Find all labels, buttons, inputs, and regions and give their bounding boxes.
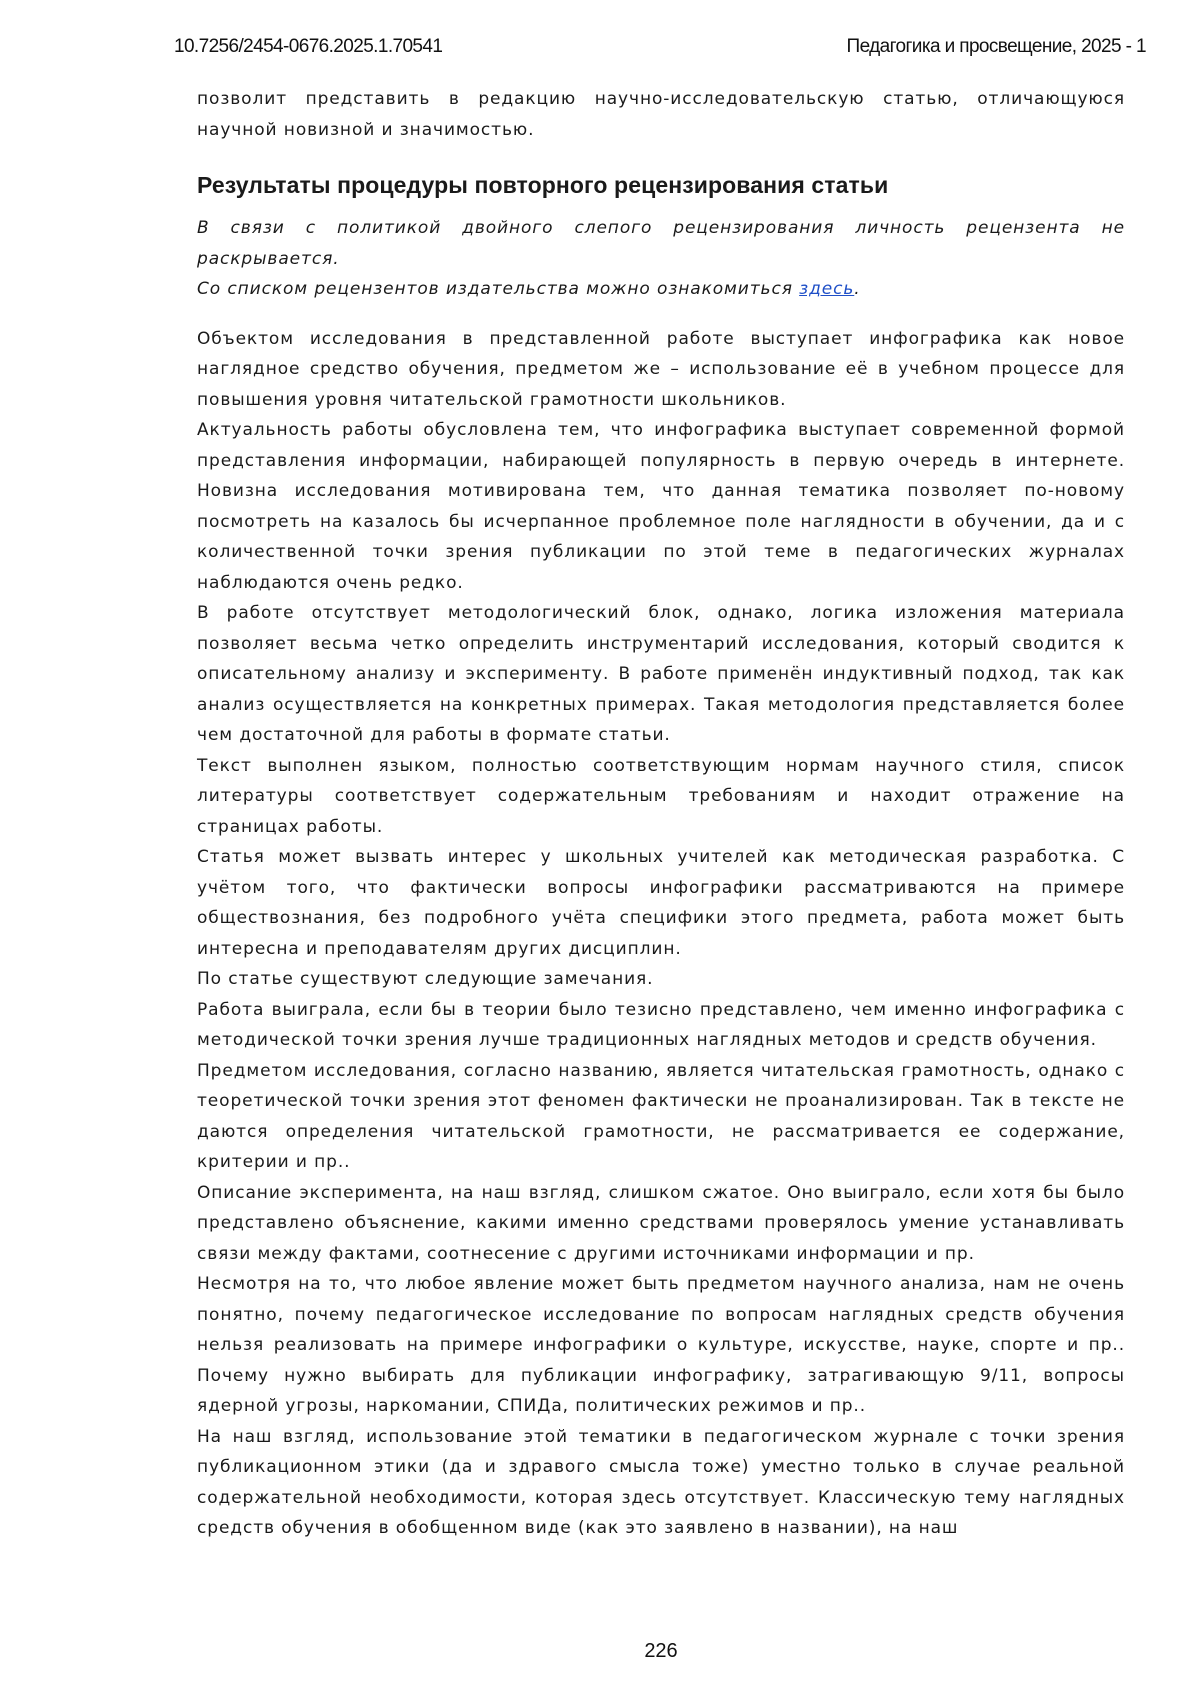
review-body bbox=[197, 324, 1125, 1544]
paragraph: Работа выиграла, если бы в теории было тезисно представлено, чем именно инфографика с методической точки зрения лучше традиционных наглядных методов и средств обучения. bbox=[197, 995, 1125, 1056]
running-header bbox=[174, 36, 1146, 58]
intro-fragment: позволит представить в редакцию научно-исследовательскую статью, отличающуюся научной новизной и значимостью. bbox=[197, 84, 1125, 145]
journal-issue-label: Педагогика и просвещение, 2025 - 1 bbox=[847, 36, 1146, 58]
review-note-policy: В связи с политикой двойного слепого рецензирования личность рецензента не раскрывается. bbox=[197, 213, 1125, 274]
paragraph: Текст выполнен языком, полностью соответствующим нормам научного стиля, список литературы соответствует содержательным требованиям и находит отражение на страницах работы. bbox=[197, 751, 1125, 843]
paragraph: По статье существуют следующие замечания. bbox=[197, 964, 1125, 995]
paragraph: Предметом исследования, согласно названию, является читательская грамотность, однако с теоретической точки зрения этот феномен фактически не проанализирован. Так в тексте не даются определения читательской грамотности, не рассматривается ее содержание, критерии и пр.. bbox=[197, 1056, 1125, 1178]
page-content bbox=[197, 84, 1125, 1544]
paragraph: Описание эксперимента, на наш взгляд, слишком сжатое. Оно выиграло, если хотя бы было представлено объяснение, какими именно средствами проверялось умение устанавливать связи между фактами, соотнесение с другими источниками информации и пр. bbox=[197, 1178, 1125, 1270]
review-note-prefix: Со списком рецензентов издательства можно ознакомиться bbox=[197, 279, 799, 299]
page-number: 226 bbox=[0, 1640, 1200, 1663]
section-title: Результаты процедуры повторного рецензирования статьи bbox=[197, 170, 1125, 200]
paragraph: Объектом исследования в представленной работе выступает инфографика как новое наглядное средство обучения, предметом же – использование её в учебном процессе для повышения уровня читательской грамотности школьников. bbox=[197, 324, 1125, 416]
reviewers-link[interactable]: здесь bbox=[799, 279, 854, 299]
paragraph: Несмотря на то, что любое явление может быть предметом научного анализа, нам не очень понятно, почему педагогическое исследование по вопросам наглядных средств обучения нельзя реализовать на примере инфографики о культуре, искусстве, науке, спорте и пр.. Почему нужно выбирать для публикации инфографику, затрагивающую 9/11, вопросы ядерной угрозы, наркомании, СПИДа, политических режимов и пр.. bbox=[197, 1269, 1125, 1422]
paragraph: В работе отсутствует методологический блок, однако, логика изложения материала позволяет весьма четко определить инструментарий исследования, который сводится к описательному анализу и эксперименту. В работе применён индуктивный подход, так как анализ осуществляется на конкретных примерах. Такая методология представляется более чем достаточной для работы в формате статьи. bbox=[197, 598, 1125, 751]
doi-label: 10.7256/2454-0676.2025.1.70541 bbox=[174, 36, 442, 58]
review-note-reviewers bbox=[197, 274, 1125, 305]
review-note-suffix: . bbox=[854, 279, 860, 299]
paragraph: На наш взгляд, использование этой тематики в педагогическом журнале с точки зрения публикационном этики (да и здравого смысла тоже) уместно только в случае реальной содержательной необходимости, которая здесь отсутствует. Классическую тему наглядных средств обучения в обобщенном виде (как это заявлено в названии), на наш bbox=[197, 1422, 1125, 1544]
review-note bbox=[197, 213, 1125, 305]
paragraph: Актуальность работы обусловлена тем, что инфографика выступает современной формой представления информации, набирающей популярность в первую очередь в интернете. Новизна исследования мотивирована тем, что данная тематика позволяет по-новому посмотреть на казалось бы исчерпанное проблемное поле наглядности в обучении, да и с количественной точки зрения публикации по этой теме в педагогических журналах наблюдаются очень редко. bbox=[197, 415, 1125, 598]
paragraph: Статья может вызвать интерес у школьных учителей как методическая разработка. С учётом того, что фактически вопросы инфографики рассматриваются на примере обществознания, без подробного учёта специфики этого предмета, работа может быть интересна и преподавателям других дисциплин. bbox=[197, 842, 1125, 964]
